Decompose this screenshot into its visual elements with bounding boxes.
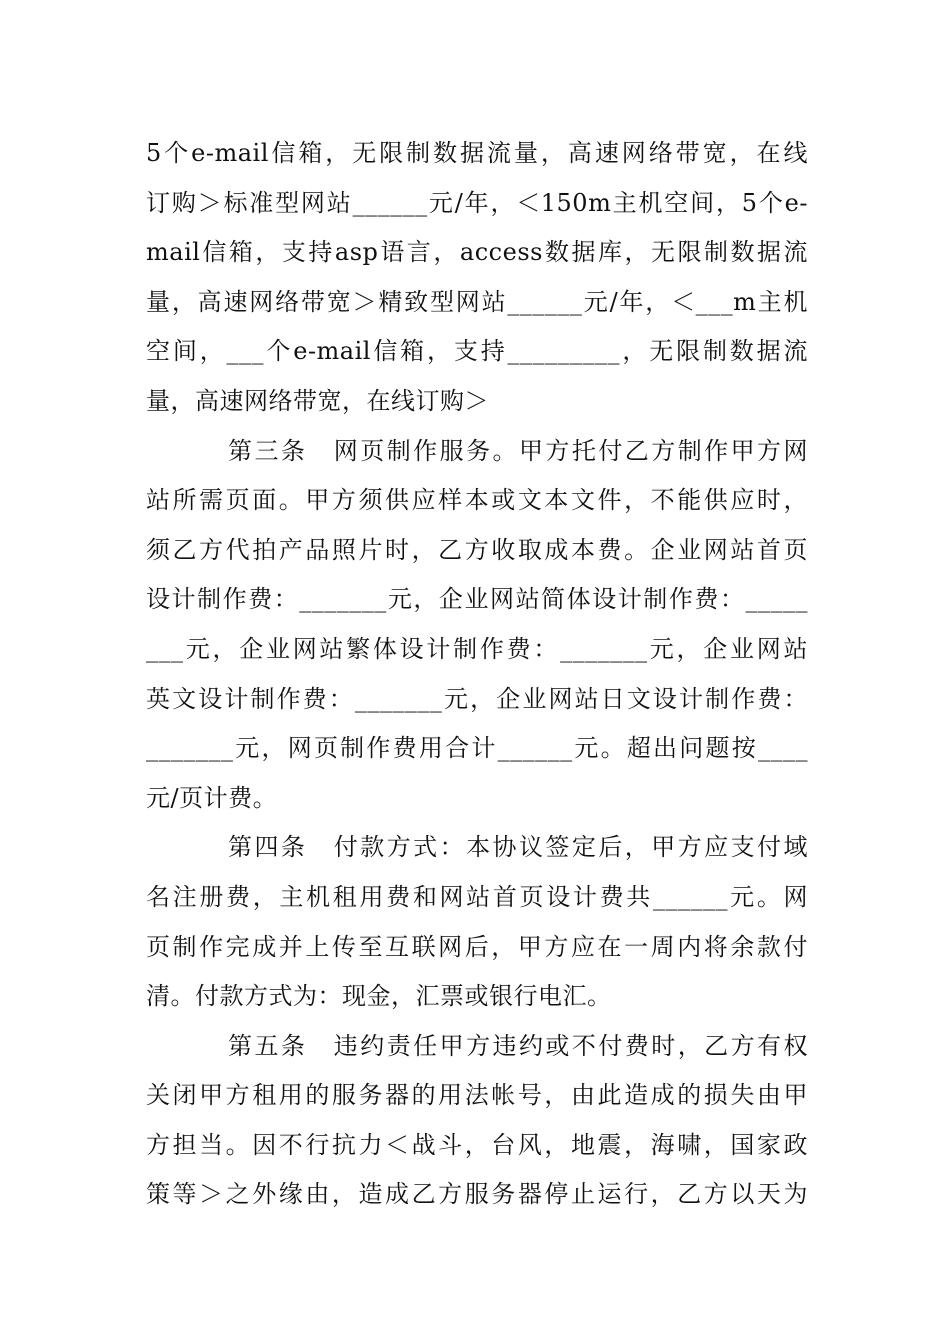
article-4-heading-line: 第四条 付款方式：本协议签定后，甲方应支付域 — [228, 833, 808, 862]
text-line: 空间，___个e-mail信箱，支持_________，无限制数据流 — [146, 337, 808, 366]
text-line: 方担当。因不行抗力＜战斗，台风，地震，海啸，国家政 — [146, 1130, 808, 1159]
text-line: 关闭甲方租用的服务器的用法帐号，由此造成的损失由甲 — [146, 1081, 808, 1110]
text-line: _______元，网页制作费用合计______元。超出问题按____ — [146, 734, 808, 763]
text-line: 5个e-mail信箱，无限制数据流量，高速网络带宽，在线 — [146, 139, 808, 167]
text-line: 页制作完成并上传至互联网后，甲方应在一周内将余款付 — [146, 932, 808, 961]
text-line: 英文设计制作费：_______元，企业网站日文设计制作费： — [146, 684, 808, 713]
text-line: 量，高速网络带宽，在线订购＞ — [146, 386, 489, 415]
text-line: 名注册费，主机租用费和网站首页设计费共______元。网 — [146, 882, 808, 911]
text-line: 站所需页面。甲方须供应样本或文本文件，不能供应时， — [146, 486, 808, 515]
article-5-heading-line: 第五条 违约责任甲方违约或不付费时，乙方有权 — [228, 1031, 808, 1060]
text-line: 清。付款方式为：现金，汇票或银行电汇。 — [146, 982, 612, 1011]
text-line: 策等＞之外缘由，造成乙方服务器停止运行，乙方以天为 — [146, 1180, 808, 1209]
text-line: 须乙方代拍产品照片时，乙方收取成本费。企业网站首页 — [146, 535, 808, 564]
text-line: ___元，企业网站繁体设计制作费：_______元，企业网站 — [146, 634, 808, 663]
article-3-heading-line: 第三条 网页制作服务。甲方托付乙方制作甲方网 — [228, 436, 808, 465]
text-line: 元/页计费。 — [146, 783, 278, 812]
document-body — [146, 129, 808, 1220]
text-line: 设计制作费：_______元，企业网站简体设计制作费：_____ — [146, 585, 808, 614]
text-line: 订购＞标准型网站______元/年，＜150m主机空间，5个e- — [146, 188, 808, 217]
text-line: mail信箱，支持asp语言，access数据库，无限制数据流 — [146, 238, 808, 267]
text-line: 量，高速网络带宽＞精致型网站______元/年，＜___m主机 — [146, 287, 808, 316]
